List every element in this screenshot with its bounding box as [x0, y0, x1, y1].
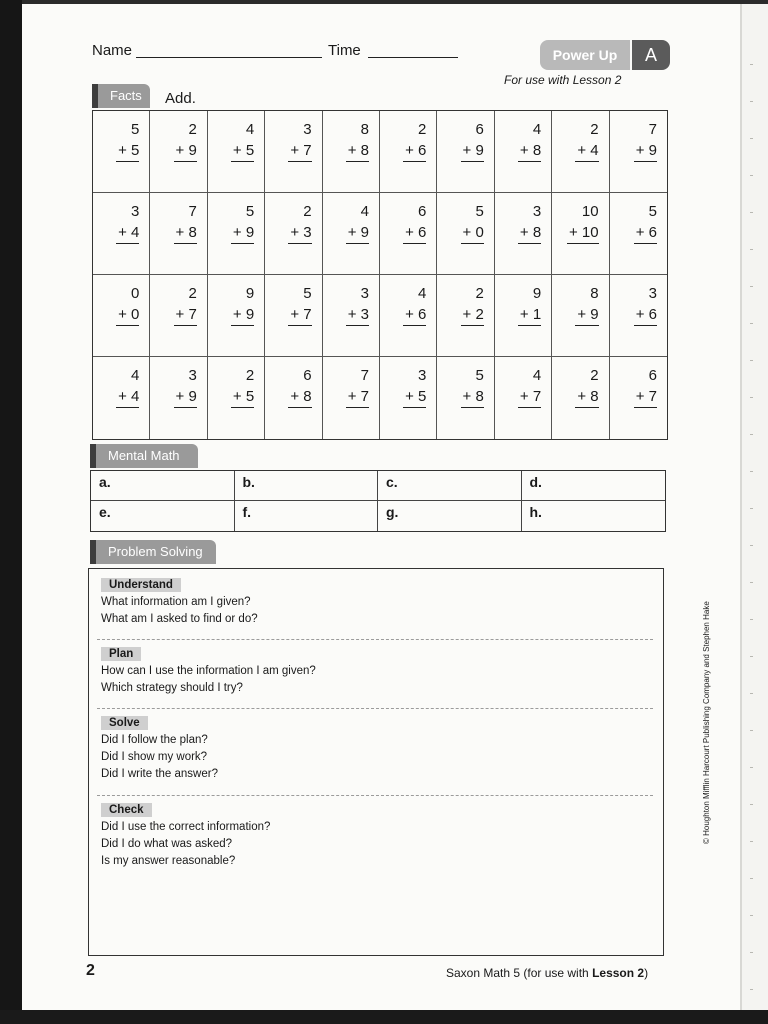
page-edge-mark	[750, 212, 753, 213]
addend-bottom: + 8	[288, 386, 311, 408]
book-title: Saxon Math 5 (for use with	[446, 966, 593, 980]
addend-top: 7	[648, 121, 657, 138]
facts-tab: Facts	[92, 84, 150, 108]
fact-cell[interactable]	[208, 111, 265, 193]
addend-top: 5	[131, 121, 140, 138]
fact-cell[interactable]	[93, 357, 150, 439]
addend-top: 5	[648, 203, 657, 220]
fact-cell[interactable]	[380, 193, 437, 275]
step-question: Which strategy should I try?	[101, 682, 243, 694]
addition-problem	[174, 365, 197, 408]
fact-cell[interactable]	[265, 111, 322, 193]
addition-problem	[346, 201, 369, 244]
addend-bottom: + 5	[116, 140, 139, 162]
addition-problem	[174, 283, 197, 326]
step-check	[101, 800, 270, 870]
fact-cell[interactable]	[265, 275, 322, 357]
worksheet-page	[22, 4, 740, 1010]
addend-bottom: + 4	[116, 222, 139, 244]
copyright-notice: © Houghton Mifflin Harcourt Publishing Company and Stephen Hake	[702, 601, 711, 844]
step-question: Did I write the answer?	[101, 768, 218, 780]
fact-cell[interactable]	[150, 275, 207, 357]
addition-problem	[461, 283, 484, 326]
addition-problem	[346, 119, 369, 162]
step-understand	[101, 575, 258, 628]
addend-bottom: + 9	[346, 222, 369, 244]
step-badge: Check	[101, 803, 152, 817]
page-edge-mark	[750, 471, 753, 472]
fact-cell[interactable]	[323, 357, 380, 439]
page-edge-mark	[750, 249, 753, 250]
addend-top: 7	[360, 367, 369, 384]
fact-cell[interactable]	[150, 193, 207, 275]
addend-bottom: + 4	[575, 140, 598, 162]
addend-bottom: + 5	[403, 386, 426, 408]
addend-bottom: + 8	[575, 386, 598, 408]
addend-bottom: + 9	[575, 304, 598, 326]
addition-problem	[575, 119, 598, 162]
page-edge-mark	[750, 138, 753, 139]
page-edge-mark	[750, 508, 753, 509]
mental-math-cell[interactable]: d.	[522, 471, 666, 501]
page-edge-mark	[750, 619, 753, 620]
addend-bottom: + 0	[116, 304, 139, 326]
addend-bottom: + 8	[174, 222, 197, 244]
page-edge-mark	[750, 323, 753, 324]
addend-bottom: + 5	[231, 140, 254, 162]
fact-cell[interactable]	[323, 275, 380, 357]
page-edge-mark	[750, 989, 753, 990]
addition-problem	[518, 201, 541, 244]
addend-top: 2	[475, 285, 484, 302]
addend-top: 3	[188, 367, 197, 384]
addition-problem	[231, 365, 254, 408]
page-edge-mark	[750, 730, 753, 731]
fact-cell[interactable]	[495, 357, 552, 439]
scan-edge-bottom	[0, 1010, 768, 1024]
step-badge: Solve	[101, 716, 148, 730]
addition-problem	[116, 201, 139, 244]
time-field-line[interactable]	[368, 57, 458, 58]
adjacent-page-edge	[740, 4, 768, 1010]
scan-edge-left	[0, 0, 22, 1024]
addend-top: 3	[532, 203, 542, 220]
page-number: 2	[86, 962, 95, 979]
addition-problem	[231, 119, 254, 162]
fact-cell[interactable]	[93, 275, 150, 357]
addend-top: 4	[532, 367, 542, 384]
addend-top: 10	[581, 203, 599, 220]
step-badge: Plan	[101, 647, 141, 661]
problem-solving-box[interactable]	[88, 568, 664, 956]
addend-bottom: + 6	[403, 222, 426, 244]
addend-bottom: + 10	[567, 222, 599, 244]
page-edge-mark	[750, 360, 753, 361]
step-question: Did I show my work?	[101, 751, 208, 763]
page-edge-mark	[750, 397, 753, 398]
addend-top: 9	[532, 285, 542, 302]
step-question: Did I use the correct information?	[101, 821, 271, 833]
addend-bottom: + 9	[231, 222, 254, 244]
fact-cell[interactable]	[437, 193, 494, 275]
page-edge-mark	[750, 841, 753, 842]
step-plan	[101, 644, 316, 697]
addend-top: 5	[475, 203, 484, 220]
fact-cell[interactable]	[437, 111, 494, 193]
fact-cell[interactable]	[380, 111, 437, 193]
fact-cell[interactable]	[495, 193, 552, 275]
fact-cell[interactable]	[495, 275, 552, 357]
name-label: Name	[92, 42, 133, 59]
addend-bottom: + 6	[403, 140, 426, 162]
facts-grid	[92, 110, 668, 440]
addend-top: 3	[303, 121, 312, 138]
book-footer	[446, 966, 648, 980]
addend-top: 2	[590, 367, 599, 384]
addend-top: 2	[303, 203, 312, 220]
mental-math-cell[interactable]: h.	[529, 504, 542, 520]
addend-bottom: + 1	[518, 304, 541, 326]
addend-bottom: + 8	[518, 222, 541, 244]
addend-bottom: + 9	[174, 140, 197, 162]
fact-cell[interactable]	[552, 193, 609, 275]
addend-top: 5	[303, 285, 312, 302]
addend-top: 2	[590, 121, 599, 138]
mental-math-tab: Mental Math	[90, 444, 198, 468]
addend-top: 5	[245, 203, 255, 220]
addend-bottom: + 7	[288, 304, 311, 326]
fact-cell[interactable]	[610, 111, 667, 193]
page-edge-mark	[750, 804, 753, 805]
addition-problem	[518, 283, 541, 326]
addend-top: 4	[245, 121, 255, 138]
fact-cell[interactable]	[150, 111, 207, 193]
addend-bottom: + 7	[288, 140, 311, 162]
addend-top: 6	[475, 121, 484, 138]
fact-cell[interactable]	[552, 275, 609, 357]
fact-cell[interactable]	[437, 275, 494, 357]
addend-top: 0	[131, 285, 140, 302]
fact-cell[interactable]	[265, 193, 322, 275]
step-question: Did I follow the plan?	[101, 734, 208, 746]
step-question: What am I asked to find or do?	[101, 613, 258, 625]
page-edge-mark	[750, 175, 753, 176]
addition-problem	[288, 365, 311, 408]
addition-problem	[518, 365, 541, 408]
fact-cell[interactable]	[552, 111, 609, 193]
addition-problem	[461, 365, 484, 408]
fact-cell[interactable]	[265, 357, 322, 439]
page-edge-mark	[750, 582, 753, 583]
mental-math-grid	[90, 470, 666, 532]
addend-top: 4	[360, 203, 369, 220]
addend-top: 3	[648, 285, 657, 302]
addition-problem	[461, 201, 484, 244]
addition-problem	[634, 365, 657, 408]
addend-bottom: + 9	[634, 140, 657, 162]
addition-problem	[174, 201, 197, 244]
fact-cell[interactable]	[208, 193, 265, 275]
divider	[97, 639, 653, 640]
addend-top: 2	[418, 121, 427, 138]
addend-top: 4	[532, 121, 542, 138]
addition-problem	[403, 201, 426, 244]
addend-bottom: + 6	[634, 222, 657, 244]
divider	[97, 708, 653, 709]
addend-bottom: + 8	[461, 386, 484, 408]
addition-problem	[634, 201, 657, 244]
name-field-line[interactable]	[136, 57, 322, 58]
addition-problem	[634, 283, 657, 326]
fact-cell[interactable]	[552, 357, 609, 439]
addition-problem	[346, 365, 369, 408]
addend-bottom: + 0	[461, 222, 484, 244]
fact-cell[interactable]	[323, 111, 380, 193]
addend-bottom: + 7	[518, 386, 541, 408]
fact-cell[interactable]	[610, 193, 667, 275]
facts-instruction: Add.	[165, 90, 196, 107]
fact-cell[interactable]	[208, 275, 265, 357]
page-edge-mark	[750, 64, 753, 65]
lesson-note: For use with Lesson 2	[504, 73, 622, 87]
addend-top: 2	[188, 121, 197, 138]
addition-problem	[346, 283, 369, 326]
addition-problem	[288, 283, 311, 326]
step-question: Is my answer reasonable?	[101, 855, 236, 867]
page-edge-mark	[750, 952, 753, 953]
mental-math-cell[interactable]: a.	[91, 471, 235, 501]
addend-bottom: + 9	[461, 140, 484, 162]
mental-math-cell[interactable]: c.	[378, 471, 522, 501]
addend-top: 8	[360, 121, 369, 138]
addition-problem	[288, 119, 311, 162]
addition-problem	[231, 201, 254, 244]
time-label: Time	[328, 42, 361, 59]
addend-bottom: + 5	[231, 386, 254, 408]
addition-problem	[634, 119, 657, 162]
addition-problem	[116, 119, 139, 162]
addition-problem	[461, 119, 484, 162]
addend-top: 8	[590, 285, 599, 302]
power-up-letter: A	[632, 40, 670, 70]
page-edge-mark	[750, 878, 753, 879]
addend-top: 7	[188, 203, 197, 220]
addend-bottom: + 9	[231, 304, 254, 326]
addition-problem	[116, 365, 139, 408]
addend-top: 3	[360, 285, 369, 302]
mental-math-cell[interactable]: b.	[235, 471, 379, 501]
mental-math-cell[interactable]: f.	[235, 501, 379, 531]
mental-math-cell[interactable]: e.	[91, 501, 235, 531]
fact-cell[interactable]	[610, 357, 667, 439]
fact-cell[interactable]	[495, 111, 552, 193]
fact-cell[interactable]	[93, 111, 150, 193]
addend-top: 4	[131, 367, 140, 384]
step-question: Did I do what was asked?	[101, 838, 233, 850]
page-edge-mark	[750, 286, 753, 287]
page-edge-mark	[750, 767, 753, 768]
addend-top: 9	[245, 285, 255, 302]
page-edge-mark	[750, 915, 753, 916]
addend-bottom: + 3	[288, 222, 311, 244]
addition-problem	[575, 283, 598, 326]
step-badge: Understand	[101, 578, 181, 592]
problem-solving-tab: Problem Solving	[90, 540, 216, 564]
addend-top: 5	[475, 367, 484, 384]
addend-bottom: + 8	[518, 140, 541, 162]
addend-top: 3	[418, 367, 427, 384]
addend-bottom: + 7	[634, 386, 657, 408]
fact-cell[interactable]	[93, 193, 150, 275]
addend-top: 2	[245, 367, 255, 384]
fact-cell[interactable]	[380, 357, 437, 439]
power-up-badge: Power Up	[540, 40, 630, 70]
page-edge-mark	[750, 656, 753, 657]
addend-bottom: + 3	[346, 304, 369, 326]
addend-top: 4	[418, 285, 427, 302]
fact-cell[interactable]	[323, 193, 380, 275]
addition-problem	[518, 119, 541, 162]
addend-bottom: + 2	[461, 304, 484, 326]
addition-problem	[567, 201, 599, 244]
addition-problem	[403, 119, 426, 162]
addend-top: 6	[648, 367, 657, 384]
divider	[97, 795, 653, 796]
addition-problem	[403, 365, 426, 408]
addend-bottom: + 7	[346, 386, 369, 408]
addition-problem	[288, 201, 311, 244]
addend-bottom: + 6	[634, 304, 657, 326]
addend-bottom: + 9	[174, 386, 197, 408]
addend-top: 2	[188, 285, 197, 302]
fact-cell[interactable]	[437, 357, 494, 439]
addend-top: 6	[418, 203, 427, 220]
mental-math-cell[interactable]: g.	[378, 501, 522, 531]
step-solve	[101, 713, 218, 783]
addend-bottom: + 8	[346, 140, 369, 162]
addend-bottom: + 7	[174, 304, 197, 326]
addition-problem	[575, 365, 598, 408]
page-edge-mark	[750, 101, 753, 102]
fact-cell[interactable]	[380, 275, 437, 357]
fact-cell[interactable]	[150, 357, 207, 439]
addition-problem	[231, 283, 254, 326]
addition-problem	[174, 119, 197, 162]
page-edge-mark	[750, 693, 753, 694]
addend-bottom: + 6	[403, 304, 426, 326]
fact-cell[interactable]	[208, 357, 265, 439]
fact-cell[interactable]	[610, 275, 667, 357]
page-edge-mark	[750, 545, 753, 546]
addition-problem	[403, 283, 426, 326]
addend-top: 6	[303, 367, 312, 384]
addition-problem	[116, 283, 139, 326]
addend-bottom: + 4	[116, 386, 139, 408]
step-question: What information am I given?	[101, 596, 251, 608]
page-edge-mark	[750, 434, 753, 435]
book-close: )	[644, 966, 649, 980]
book-lesson: Lesson 2	[592, 966, 645, 980]
step-question: How can I use the information I am given?	[101, 665, 316, 677]
addend-top: 3	[131, 203, 140, 220]
